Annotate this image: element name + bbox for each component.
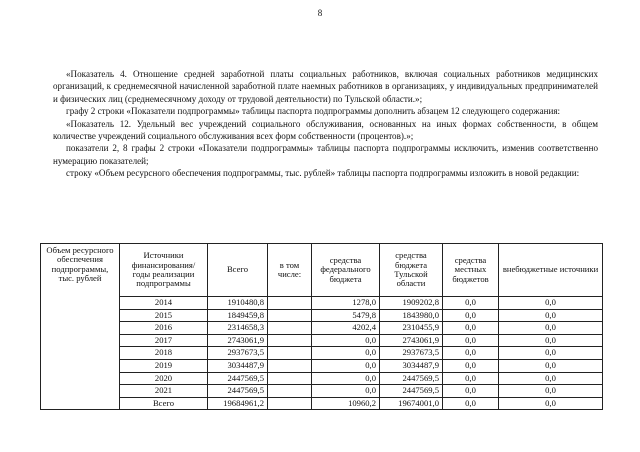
local-cell: 0,0: [443, 322, 499, 335]
extrabudget-cell: 0,0: [499, 385, 603, 398]
paragraph-indicator-12: «Показатель 12. Удельный вес учреждений социального обслуживания, основанных на иных формах собственности, в общем количестве учреждений социального обслуживания всех форм собственности (процентов).»;: [53, 118, 598, 142]
table-row: [41, 309, 603, 322]
extrabudget-cell: 0,0: [499, 372, 603, 385]
regional-cell: 2447569,5: [380, 385, 443, 398]
including-cell: [268, 297, 312, 310]
table-row: [41, 334, 603, 347]
federal-cell: 0,0: [312, 347, 380, 360]
year-cell: 2018: [120, 347, 208, 360]
extrabudget-cell: 0,0: [499, 297, 603, 310]
federal-cell: 0,0: [312, 359, 380, 372]
table-row: [41, 322, 603, 335]
federal-cell: 1278,0: [312, 297, 380, 310]
header-extrabudget: внебюджетные источники: [499, 244, 603, 297]
header-local: средства местных бюджетов: [443, 244, 499, 297]
regional-cell: 2937673,5: [380, 347, 443, 360]
local-cell: 0,0: [443, 372, 499, 385]
local-cell: 0,0: [443, 334, 499, 347]
year-cell: 2020: [120, 372, 208, 385]
page-number: 8: [317, 8, 323, 18]
federal-cell: 10960,2: [312, 397, 380, 410]
regional-cell: 1909202,8: [380, 297, 443, 310]
including-cell: [268, 322, 312, 335]
including-cell: [268, 397, 312, 410]
year-cell: 2015: [120, 309, 208, 322]
paragraph-column-2-instruction: графу 2 строки «Показатели подпрограммы» таблицы паспорта подпрограммы дополнить абзацем 12 следующего содержания:: [66, 106, 561, 117]
year-cell: 2016: [120, 322, 208, 335]
including-cell: [268, 372, 312, 385]
including-cell: [268, 385, 312, 398]
federal-cell: 0,0: [312, 385, 380, 398]
header-total: Всего: [208, 244, 268, 297]
including-cell: [268, 309, 312, 322]
table-row: [41, 397, 603, 410]
header-sources: Источники финансирования/ годы реализации подпрограммы: [120, 244, 208, 297]
extrabudget-cell: 0,0: [499, 309, 603, 322]
extrabudget-cell: 0,0: [499, 322, 603, 335]
regional-cell: 2743061,9: [380, 334, 443, 347]
regional-cell: 2447569,5: [380, 372, 443, 385]
local-cell: 0,0: [443, 385, 499, 398]
federal-cell: 0,0: [312, 334, 380, 347]
year-cell: Всего: [120, 397, 208, 410]
table-row: [41, 372, 603, 385]
resource-table: [40, 243, 603, 410]
header-including: в том числе:: [268, 244, 312, 297]
local-cell: 0,0: [443, 309, 499, 322]
total-cell: 1910480,8: [208, 297, 268, 310]
federal-cell: 0,0: [312, 372, 380, 385]
header-federal: средства федерального бюджета: [312, 244, 380, 297]
including-cell: [268, 334, 312, 347]
table-row: [41, 385, 603, 398]
paragraph-indicator-4: «Показатель 4. Отношение средней заработной платы социальных работников, включая социальных работников медицинских организаций, к среднемесячной начисленной заработной плате наемных работников в организациях, у индивидуальных предпринимателей и физических лиц (среднемесячному доходу от трудовой деятельности) по Тульской области.»;: [53, 69, 598, 104]
federal-cell: 4202,4: [312, 322, 380, 335]
total-cell: 2447569,5: [208, 385, 268, 398]
year-cell: 2017: [120, 334, 208, 347]
local-cell: 0,0: [443, 297, 499, 310]
total-cell: 1849459,8: [208, 309, 268, 322]
federal-cell: 5479,8: [312, 309, 380, 322]
total-cell: 19684961,2: [208, 397, 268, 410]
extrabudget-cell: 0,0: [499, 347, 603, 360]
total-cell: 2937673,5: [208, 347, 268, 360]
row-label-cell: Объем ресурсного обеспечения подпрограммы, тыс. рублей: [41, 244, 120, 410]
paragraph-resource-row-instruction: строку «Объем ресурсного обеспечения подпрограммы, тыс. рублей» таблицы паспорта подпрограммы изложить в новой редакции:: [66, 168, 580, 179]
header-regional: средства бюджета Тульской области: [380, 244, 443, 297]
total-cell: 2447569,5: [208, 372, 268, 385]
table-row: [41, 359, 603, 372]
regional-cell: 3034487,9: [380, 359, 443, 372]
local-cell: 0,0: [443, 359, 499, 372]
regional-cell: 1843980,0: [380, 309, 443, 322]
including-cell: [268, 347, 312, 360]
regional-cell: 2310455,9: [380, 322, 443, 335]
table-row: [41, 347, 603, 360]
extrabudget-cell: 0,0: [499, 359, 603, 372]
regional-cell: 19674001,0: [380, 397, 443, 410]
year-cell: 2014: [120, 297, 208, 310]
local-cell: 0,0: [443, 347, 499, 360]
including-cell: [268, 359, 312, 372]
table-row: [41, 297, 603, 310]
year-cell: 2021: [120, 385, 208, 398]
extrabudget-cell: 0,0: [499, 334, 603, 347]
document-body: [53, 68, 598, 180]
extrabudget-cell: 0,0: [499, 397, 603, 410]
total-cell: 2314658,3: [208, 322, 268, 335]
total-cell: 2743061,9: [208, 334, 268, 347]
local-cell: 0,0: [443, 397, 499, 410]
table-header-row: [41, 244, 603, 297]
year-cell: 2019: [120, 359, 208, 372]
total-cell: 3034487,9: [208, 359, 268, 372]
paragraph-exclude-indicators: показатели 2, 8 графы 2 строки «Показатели подпрограммы» таблицы паспорта подпрограммы исключить, изменив соответственно нумерацию показателей;: [53, 143, 598, 166]
